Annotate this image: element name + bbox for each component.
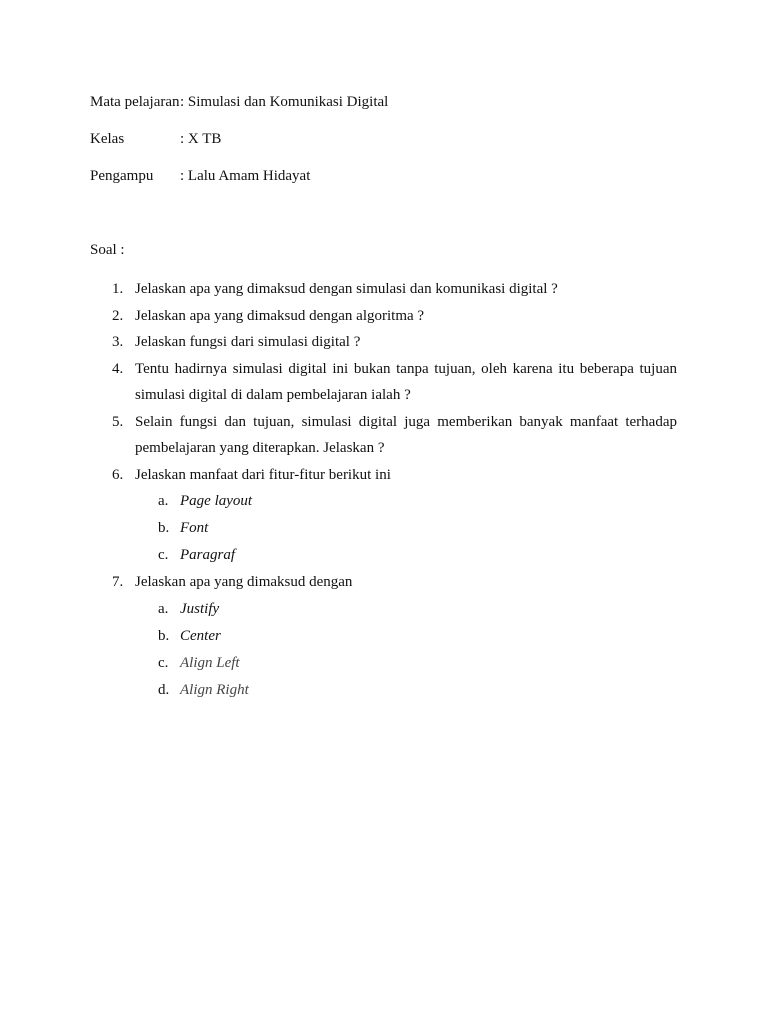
question-text: Jelaskan apa yang dimaksud dengan simulasi dan komunikasi digital ? — [135, 281, 558, 297]
sub-item-letter: b. — [158, 627, 170, 644]
question-item — [90, 329, 677, 356]
subject-value: : Simulasi dan Komunikasi Digital — [180, 94, 389, 110]
sub-item — [90, 677, 677, 704]
question-item — [90, 569, 677, 596]
question-number: 6. — [112, 466, 124, 483]
teacher-line — [90, 166, 310, 186]
question-item — [90, 356, 677, 409]
soal-heading: Soal : — [90, 242, 125, 258]
teacher-label: Pengampu — [90, 168, 154, 184]
question-text: Tentu hadirnya simulasi digital ini bukan tanpa tujuan, oleh karena itu beberapa tujuan simulasi digital di dalam pembelajaran ialah ? — [135, 360, 677, 403]
sub-item — [90, 623, 677, 650]
question-text: Jelaskan apa yang dimaksud dengan algoritma ? — [135, 307, 425, 324]
question-item — [90, 303, 677, 330]
sub-item — [90, 650, 677, 677]
teacher-value: : Lalu Amam Hidayat — [180, 168, 311, 184]
sub-item-text: Page layout — [180, 493, 253, 509]
question-item — [90, 462, 677, 489]
question-item — [90, 276, 677, 303]
sub-item-letter: d. — [158, 681, 170, 698]
sub-item-letter: a. — [158, 600, 169, 617]
subject-label: Mata pelajaran — [90, 94, 180, 110]
sub-item-text: Align Left — [180, 654, 240, 671]
class-label: Kelas — [90, 131, 125, 147]
sub-item-text: Center — [180, 627, 221, 644]
question-text: Jelaskan fungsi dari simulasi digital ? — [135, 334, 361, 350]
question-text: Selain fungsi dan tujuan, simulasi digital juga memberikan banyak manfaat terhadap pembelajaran yang diterapkan. Jelaskan ? — [135, 413, 677, 456]
question-number: 3. — [112, 334, 124, 350]
question-item — [90, 409, 677, 462]
sub-item — [90, 515, 677, 542]
question-text: Jelaskan apa yang dimaksud dengan — [135, 574, 353, 590]
question-number: 7. — [112, 574, 124, 590]
sub-item-text: Justify — [180, 600, 220, 617]
question-number: 1. — [112, 281, 124, 297]
subject-line — [90, 92, 388, 112]
class-line — [90, 129, 221, 149]
sub-item-letter: c. — [158, 547, 169, 563]
sub-item-letter: a. — [158, 493, 169, 509]
question-number: 4. — [112, 360, 124, 377]
sub-item-letter: c. — [158, 654, 169, 671]
question-number: 5. — [112, 413, 124, 430]
sub-item — [90, 542, 677, 569]
question-list — [90, 276, 677, 704]
sub-item-text: Font — [180, 520, 209, 536]
sub-item — [90, 596, 677, 623]
question-text: Jelaskan manfaat dari fitur-fitur berikut ini — [135, 466, 391, 483]
sub-item-letter: b. — [158, 520, 170, 536]
sub-item-text: Align Right — [180, 681, 249, 698]
question-number: 2. — [112, 307, 124, 324]
sub-item — [90, 488, 677, 515]
sub-item-text: Paragraf — [180, 547, 236, 563]
class-value: : X TB — [180, 131, 222, 147]
